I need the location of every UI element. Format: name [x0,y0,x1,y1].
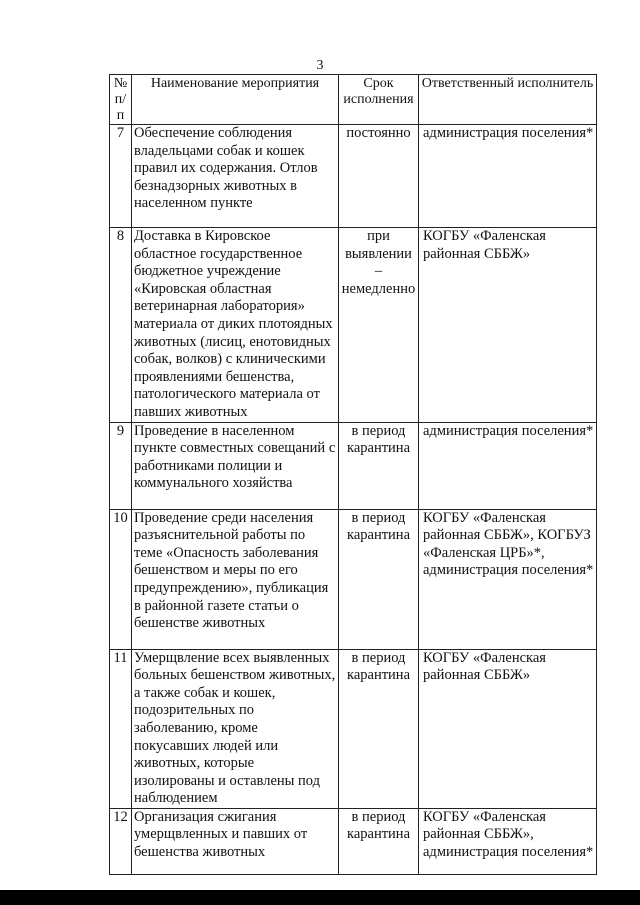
row-term: в период карантина [339,808,419,874]
row-measure-name: Проведение в населенном пункте совместных совещаний с работниками полиции и коммунального хозяйства [132,422,339,509]
row-term: в период карантина [339,649,419,808]
row-responsible: КОГБУ «Фаленская районная СББЖ» [419,649,597,808]
header-responsible: Ответственный исполнитель [419,75,597,125]
row-term: в период карантина [339,422,419,509]
page-number: 3 [316,58,324,73]
row-measure-name: Проведение среди населения разъяснительной работы по теме «Опасность заболевания бешенством и меры по его предупреждению», публикация в районной газете статьи о бешенстве животных [132,509,339,649]
row-num: 8 [110,228,132,423]
table-row [110,422,597,509]
scan-edge-bar [0,890,640,905]
row-term: при выявлении – немедленно [339,228,419,423]
table-header-row [110,75,597,125]
table-row [110,125,597,228]
measures-table [109,74,597,875]
row-responsible: КОГБУ «Фаленская районная СББЖ» [419,228,597,423]
row-num: 9 [110,422,132,509]
header-name: Наименование мероприятия [132,75,339,125]
header-term: Срок исполнения [339,75,419,125]
row-num: 12 [110,808,132,874]
row-num: 11 [110,649,132,808]
row-term: постоянно [339,125,419,228]
row-responsible: КОГБУ «Фаленская районная СББЖ», КОГБУЗ «Фаленская ЦРБ»*, администрация поселения* [419,509,597,649]
row-responsible: администрация поселения* [419,422,597,509]
row-measure-name: Обеспечение соблюдения владельцами собак и кошек правил их содержания. Отлов безнадзорных животных в населенном пункте [132,125,339,228]
row-term: в период карантина [339,509,419,649]
row-measure-name: Организация сжигания умерщвленных и павших от бешенства животных [132,808,339,874]
row-measure-name: Умерщвление всех выявленных больных бешенством животных, а также собак и кошек, подозрительных по заболеванию, кроме покусавших людей или животных, которые изолированы и оставлены под наблюдением [132,649,339,808]
table-row [110,808,597,874]
table-row [110,649,597,808]
table-row [110,509,597,649]
row-responsible: КОГБУ «Фаленская районная СББЖ», администрация поселения* [419,808,597,874]
row-responsible: администрация поселения* [419,125,597,228]
table-row [110,228,597,423]
row-num: 10 [110,509,132,649]
row-num: 7 [110,125,132,228]
header-num: № п/п [110,75,132,125]
row-measure-name: Доставка в Кировское областное государственное бюджетное учреждение «Кировская областная ветеринарная лаборатория» материала от диких плотоядных животных (лисиц, енотовидных собак, волков) с клиническими проявлениями бешенства, патологического материала от павших животных [132,228,339,423]
